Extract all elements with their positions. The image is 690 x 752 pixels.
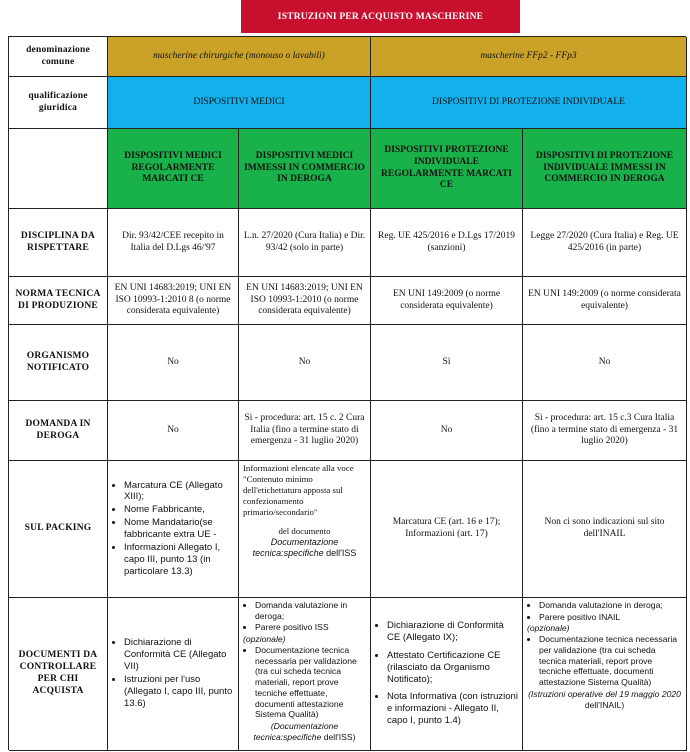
documenti-inail-note: (Istruzioni operative del 19 maggio 2020 dell'INAIL)	[528, 688, 681, 710]
surgical-masks-header: mascherine chirurgiche (monouso o lavabili)	[108, 37, 371, 77]
disciplina-cell-4: Legge 27/2020 (Cura Italia) e Reg. UE 425/2016 (in parte)	[523, 209, 687, 277]
documenti-cell-4	[523, 598, 687, 751]
packing-iss-line-a: del documento	[278, 525, 331, 536]
list-item: • Domanda valutazione in deroga;	[255, 600, 366, 621]
row-label-domanda: DOMANDA IN DEROGA	[9, 401, 108, 461]
list-item: • Dichiarazione di Conformità CE (Allegato IX);	[387, 620, 518, 644]
organismo-cell-2: No	[239, 325, 371, 401]
row-label-packing: SUL PACKING	[9, 461, 108, 598]
documenti-cell-1	[108, 598, 239, 751]
ffp-masks-header: mascherine FFp2 - FFp3	[371, 37, 687, 77]
list-item: • Dichiarazione di Conformità CE (Allegato VII)	[124, 637, 234, 673]
documenti-list-2-top	[243, 600, 366, 634]
list-item: • Domanda valutazione in deroga;	[539, 600, 663, 611]
domanda-cell-4: Sì - procedura: art. 15 c.3 Cura Italia (fino a termine stato di emergenza - 31 luglio 2020)	[523, 401, 687, 461]
norma-cell-2: EN UNI 14683:2019; UNI EN ISO 10993-1:2010 (o norme considerata equivalente)	[239, 277, 371, 325]
list-item: • Documentazione tecnica necessaria per validazione (tra cui scheda tecnica materiali, report prove tecniche effettuate, documenti attestazione Sistema Qualità)	[255, 645, 366, 720]
disciplina-cell-2: L.n. 27/2020 (Cura Italia) e Dir. 93/42 (solo in parte)	[239, 209, 371, 277]
category-header-2: DISPOSITIVI MEDICI IMMESSI IN COMMERCIO IN DEROGA	[239, 129, 371, 209]
documenti-iss-note: (Documentazione tecnica:specifiche dell'ISS)	[253, 721, 356, 742]
domanda-cell-2: Sì - procedura: art. 15 c. 2 Cura Italia (fino a termine stato di emergenza - 31 luglio 2020)	[239, 401, 371, 461]
row-label-organismo: ORGANISMO NOTIFICATO	[9, 325, 108, 401]
documenti-list-1	[112, 637, 234, 710]
list-item: • Documentazione tecnica necessaria per validazione (tra cui scheda tecnica materiali, report prove tecniche effettuate, documenti attestazione Sistema Qualità)	[539, 634, 682, 688]
list-item: • Nome Fabbricante,	[124, 504, 234, 516]
category-header-4: DISPOSITIVI DI PROTEZIONE INDIVIDUALE IMMESSI IN COMMERCIO IN DEROGA	[523, 129, 687, 209]
list-item: • Nome Mandatario(se fabbricante extra UE -	[124, 517, 234, 541]
row-label-qualificazione: qualificazione giuridica	[9, 77, 108, 129]
list-item: • Informazioni Allegato I, capo III, punto 13 (in particolare 13.3)	[124, 542, 234, 578]
norma-cell-4: EN UNI 149:2009 (o norme considerata equivalente)	[523, 277, 687, 325]
domanda-cell-3: No	[371, 401, 523, 461]
row-label-norma: NORMA TECNICA DI PRODUZIONE	[9, 277, 108, 325]
row-label-disciplina: DISCIPLINA DA RISPETTARE	[9, 209, 108, 277]
empty-corner-cell	[9, 129, 108, 209]
medical-devices-header: DISPOSITIVI MEDICI	[108, 77, 371, 129]
list-item: • Istruzioni per l'uso (Allegato I, capo III, punto 13.6)	[124, 674, 234, 710]
documenti-cell-2	[239, 598, 371, 751]
disciplina-cell-1: Dir. 93/42/CEE recepito in Italia del D.Lgs 46/'97	[108, 209, 239, 277]
list-item: • Parere positivo INAIL	[539, 612, 663, 623]
optional-label: (opzionale)	[243, 634, 286, 645]
list-item: • Attestato Certificazione CE (rilasciato da Organismo Notificato);	[387, 650, 518, 686]
masks-instructions-table	[8, 36, 686, 750]
documenti-list-4-top	[527, 600, 663, 623]
category-header-3: DISPOSITIVI PROTEZIONE INDIVIDUALE REGOLARMENTE MARCATI CE	[371, 129, 523, 209]
category-header-1: DISPOSITIVI MEDICI REGOLARMENTE MARCATI CE	[108, 129, 239, 209]
packing-cell-4: Non ci sono indicazioni sul sito dell'INAIL	[523, 461, 687, 598]
packing-list-1	[112, 480, 234, 579]
norma-cell-1: EN UNI 14683:2019; UNI EN ISO 10993-1:2010 8 (o norme considerata equivalente)	[108, 277, 239, 325]
packing-cell-2	[239, 461, 371, 598]
organismo-cell-4: No	[523, 325, 687, 401]
packing-iss-text: Informazioni elencate alla voce "Contenuto minimo dell'etichettatura apposta sul confezionamento primario/secondario"	[243, 463, 354, 517]
organismo-cell-1: No	[108, 325, 239, 401]
document-title-banner: ISTRUZIONI PER ACQUISTO MASCHERINE	[241, 0, 520, 33]
documenti-list-3	[375, 620, 518, 728]
documenti-list-2-bottom	[243, 645, 366, 721]
packing-cell-1	[108, 461, 239, 598]
list-item: • Parere positivo ISS	[255, 622, 366, 633]
packing-cell-3: Marcatura CE (art. 16 e 17); Informazioni (art. 17)	[371, 461, 523, 598]
row-label-denominazione: denominazione comune	[9, 37, 108, 77]
ppe-header: DISPOSITIVI DI PROTEZIONE INDIVIDUALE	[371, 77, 687, 129]
list-item: • Nota Informativa (con istruzioni e informazioni - Allegato II, capo I, punto 1.4)	[387, 691, 518, 727]
norma-cell-3: EN UNI 149:2009 (o norme considerata equivalente)	[371, 277, 523, 325]
domanda-cell-1: No	[108, 401, 239, 461]
organismo-cell-3: Sì	[371, 325, 523, 401]
optional-label: (opzionale)	[527, 623, 570, 634]
disciplina-cell-3: Reg. UE 425/2016 e D.Lgs 17/2019 (sanzioni)	[371, 209, 523, 277]
documenti-list-4-bottom	[527, 634, 682, 689]
list-item: • Marcatura CE (Allegato XIII);	[124, 480, 234, 504]
row-label-documenti: DOCUMENTI DA CONTROLLARE PER CHI ACQUISTA	[9, 598, 108, 751]
packing-iss-line-b: Documentazione tecnica:specifiche dell'ISS	[252, 536, 357, 559]
documenti-cell-3	[371, 598, 523, 751]
